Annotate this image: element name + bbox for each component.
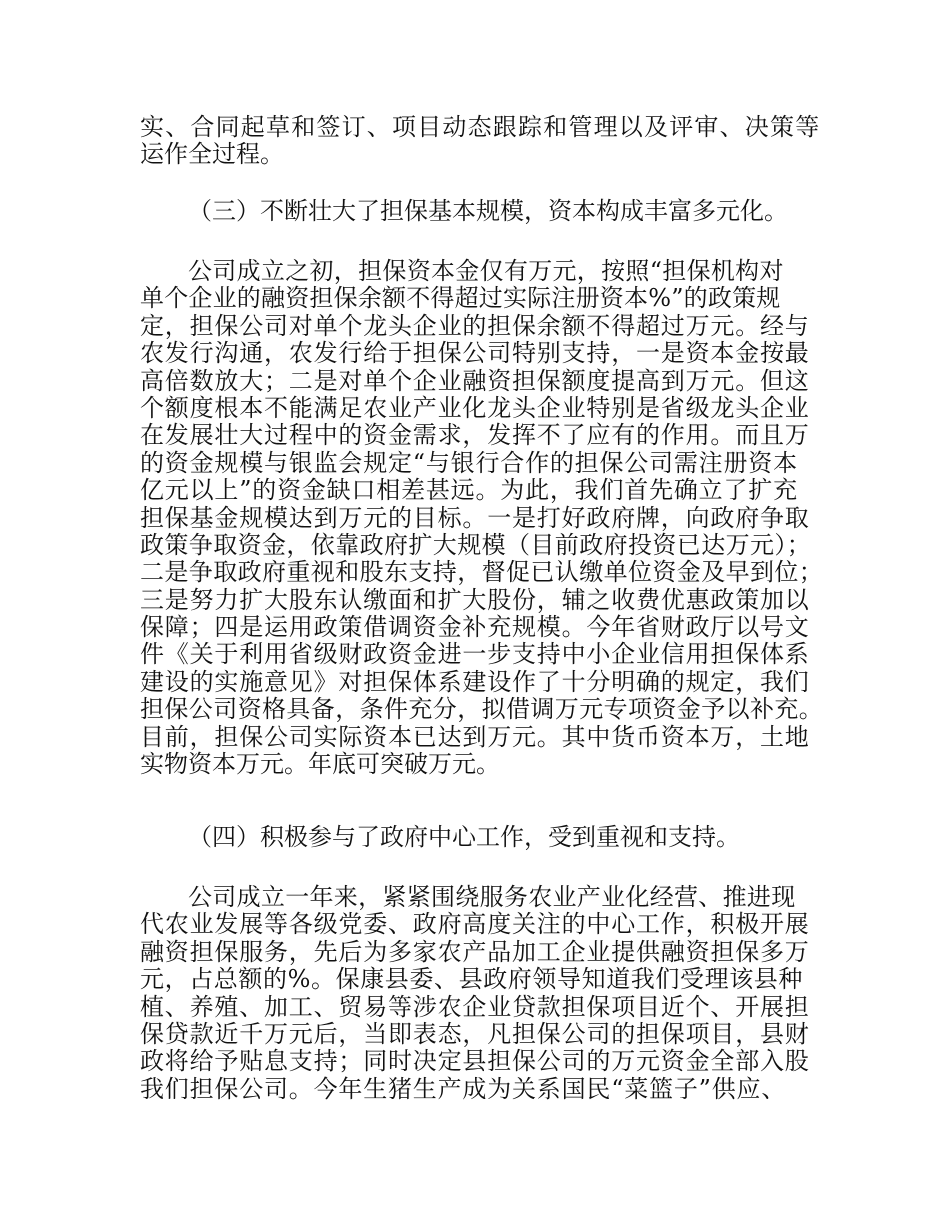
text-line: 农发行沟通，农发行给于担保公司特别支持，一是资本金按最 bbox=[140, 339, 810, 368]
text-line: 建设的实施意见》对担保体系建设作了十分明确的规定，我们 bbox=[140, 667, 810, 696]
text-line: 保障；四是运用政策借调资金补充规模。今年省财政厅以号文 bbox=[140, 613, 810, 642]
heading-line: （三）不断壮大了担保基本规模，资本构成丰富多元化。 bbox=[188, 197, 788, 225]
text-line: 公司成立之初，担保资本金仅有万元，按照“担保机构对 bbox=[188, 257, 784, 285]
text-line: 担保基金规模达到万元的目标。一是打好政府牌，向政府争取 bbox=[140, 503, 810, 532]
text-line: 我们担保公司。今年生猪生产成为关系国民“菜篮子”供应、 bbox=[140, 1074, 787, 1103]
text-line: 实、合同起草和签订、项目动态跟踪和管理以及评审、决策等 bbox=[140, 113, 821, 141]
text-line: 融资担保服务，先后为多家农产品加工企业提供融资担保多万 bbox=[140, 937, 810, 966]
text-line: 的资金规模与银监会规定“与银行合作的担保公司需注册资本 bbox=[140, 448, 798, 477]
text-line: 目前，担保公司实际资本已达到万元。其中货币资本万，土地 bbox=[140, 722, 810, 751]
heading-line: （四）积极参与了政府中心工作，受到重视和支持。 bbox=[188, 823, 740, 851]
text-line: 亿元以上”的资金缺口相差甚远。为此，我们首先确立了扩充 bbox=[140, 476, 798, 505]
paragraph-capital-scale bbox=[140, 258, 830, 778]
text-line: 三是努力扩大股东认缴面和扩大股份，辅之收费优惠政策加以 bbox=[140, 585, 810, 614]
text-line: 政策争取资金，依靠政府扩大规模（目前政府投资已达万元）； bbox=[140, 530, 812, 559]
text-line: 公司成立一年来，紧紧围绕服务农业产业化经营、推进现 bbox=[188, 883, 796, 911]
text-line: 元，占总额的%。保康县委、县政府领导知道我们受理该县种 bbox=[140, 965, 804, 994]
text-line: 保贷款近千万元后，当即表态，凡担保公司的担保项目，县财 bbox=[140, 1019, 810, 1048]
paragraph-continuation bbox=[140, 114, 830, 169]
text-line: 高倍数放大；二是对单个企业融资担保额度提高到万元。但这 bbox=[140, 366, 810, 395]
text-line: 代农业发展等各级党委、政府高度关注的中心工作，积极开展 bbox=[140, 910, 810, 939]
text-line: 单个企业的融资担保余额不得超过实际注册资本%”的政策规 bbox=[140, 284, 781, 313]
text-line: 在发展壮大过程中的资金需求，发挥不了应有的作用。而且万 bbox=[140, 421, 810, 450]
text-line: 政将给予贴息支持；同时决定县担保公司的万元资金全部入股 bbox=[140, 1047, 810, 1076]
section-heading-3 bbox=[188, 198, 878, 225]
paragraph-government-work bbox=[140, 884, 830, 1103]
text-line: 二是争取政府重视和股东支持，督促已认缴单位资金及早到位； bbox=[140, 558, 824, 587]
text-line: 定，担保公司对单个龙头企业的担保余额不得超过万元。经与 bbox=[140, 311, 810, 340]
section-heading-4 bbox=[188, 824, 878, 851]
text-line: 植、养殖、加工、贸易等涉农企业贷款担保项目近个、开展担 bbox=[140, 992, 810, 1021]
text-line: 件《关于利用省级财政资金进一步支持中小企业信用担保体系 bbox=[140, 640, 810, 669]
text-line: 实物资本万元。年底可突破万元。 bbox=[140, 750, 500, 779]
text-line: 担保公司资格具备，条件充分，拟借调万元专项资金予以补充。 bbox=[140, 695, 824, 724]
text-line: 运作全过程。 bbox=[140, 140, 284, 169]
text-line: 个额度根本不能满足农业产业化龙头企业特别是省级龙头企业 bbox=[140, 393, 810, 422]
